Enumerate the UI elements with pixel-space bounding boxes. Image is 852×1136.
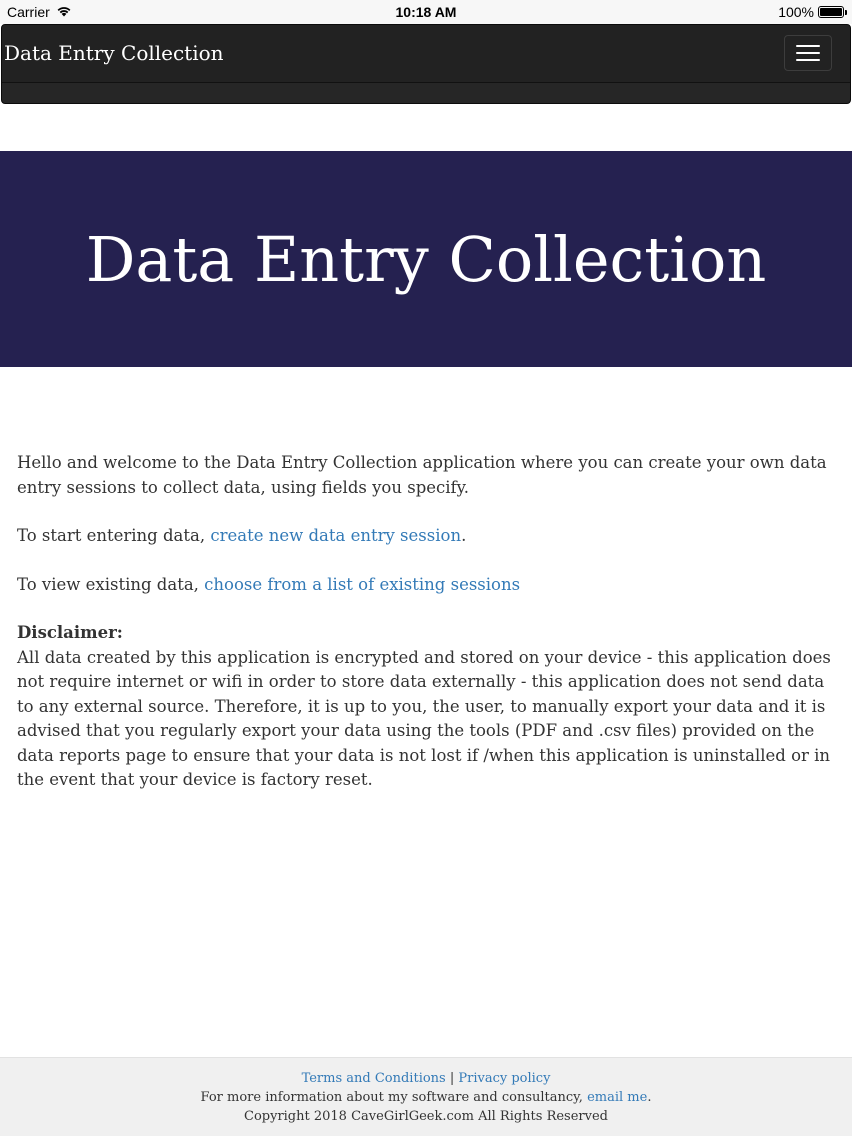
start-suffix: . — [461, 526, 467, 545]
footer-info — [0, 1088, 852, 1107]
carrier-label: Carrier — [7, 4, 50, 20]
battery-icon — [818, 6, 844, 18]
disclaimer — [17, 621, 837, 793]
existing-sessions-link[interactable]: choose from a list of existing sessions — [204, 574, 521, 594]
disclaimer-text: All data created by this application is encrypted and stored on your device - this application does not require internet or wifi in order to store data externally - this application does not send data to any external source. Therefore, it is up to you, the user, to manually export your data and it is advised that you regularly export your data using the tools (PDF and .csv files) provided on the data reports page to ensure that your data is not lost if /when this application is uninstalled or in the event that your device is factory reset. — [17, 647, 831, 789]
battery-fill — [820, 8, 842, 16]
hamburger-menu-icon-bar — [796, 52, 820, 54]
start-prefix: To start entering data, — [17, 526, 211, 545]
hero-banner — [0, 151, 852, 367]
hamburger-menu-button[interactable] — [784, 35, 832, 71]
footer — [0, 1057, 852, 1136]
disclaimer-title: Disclaimer: — [17, 623, 123, 642]
terms-link[interactable]: Terms and Conditions — [301, 1071, 446, 1086]
navbar-header — [2, 25, 850, 83]
start-paragraph — [17, 524, 837, 549]
footer-separator: | — [445, 1071, 459, 1086]
status-right — [778, 4, 844, 20]
main-content — [17, 451, 837, 817]
privacy-link[interactable]: Privacy policy — [458, 1071, 551, 1086]
navbar — [1, 24, 851, 104]
view-paragraph — [17, 573, 837, 598]
view-prefix: To view existing data, — [17, 574, 205, 594]
footer-info-suffix: . — [647, 1090, 652, 1105]
intro-text: Hello and welcome to the Data Entry Collection application where you can create your own data entry sessions to collect data, using fields you specify. — [17, 453, 827, 497]
hamburger-menu-icon — [796, 45, 820, 47]
status-time: 10:18 AM — [395, 4, 457, 20]
footer-links — [0, 1069, 852, 1088]
hero-title: Data Entry Collection — [85, 222, 767, 296]
battery-percent: 100% — [778, 4, 814, 20]
navbar-brand[interactable]: Data Entry Collection — [4, 41, 224, 65]
create-session-link[interactable]: create new data entry session — [210, 526, 462, 545]
intro-paragraph — [17, 451, 837, 500]
email-link[interactable]: email me — [587, 1090, 648, 1105]
hamburger-menu-icon-bar — [796, 59, 820, 61]
footer-info-text: For more information about my software and consultancy, — [200, 1090, 588, 1105]
footer-copyright: Copyright 2018 CaveGirlGeek.com All Rights Reserved — [244, 1109, 608, 1124]
status-bar — [0, 0, 852, 24]
